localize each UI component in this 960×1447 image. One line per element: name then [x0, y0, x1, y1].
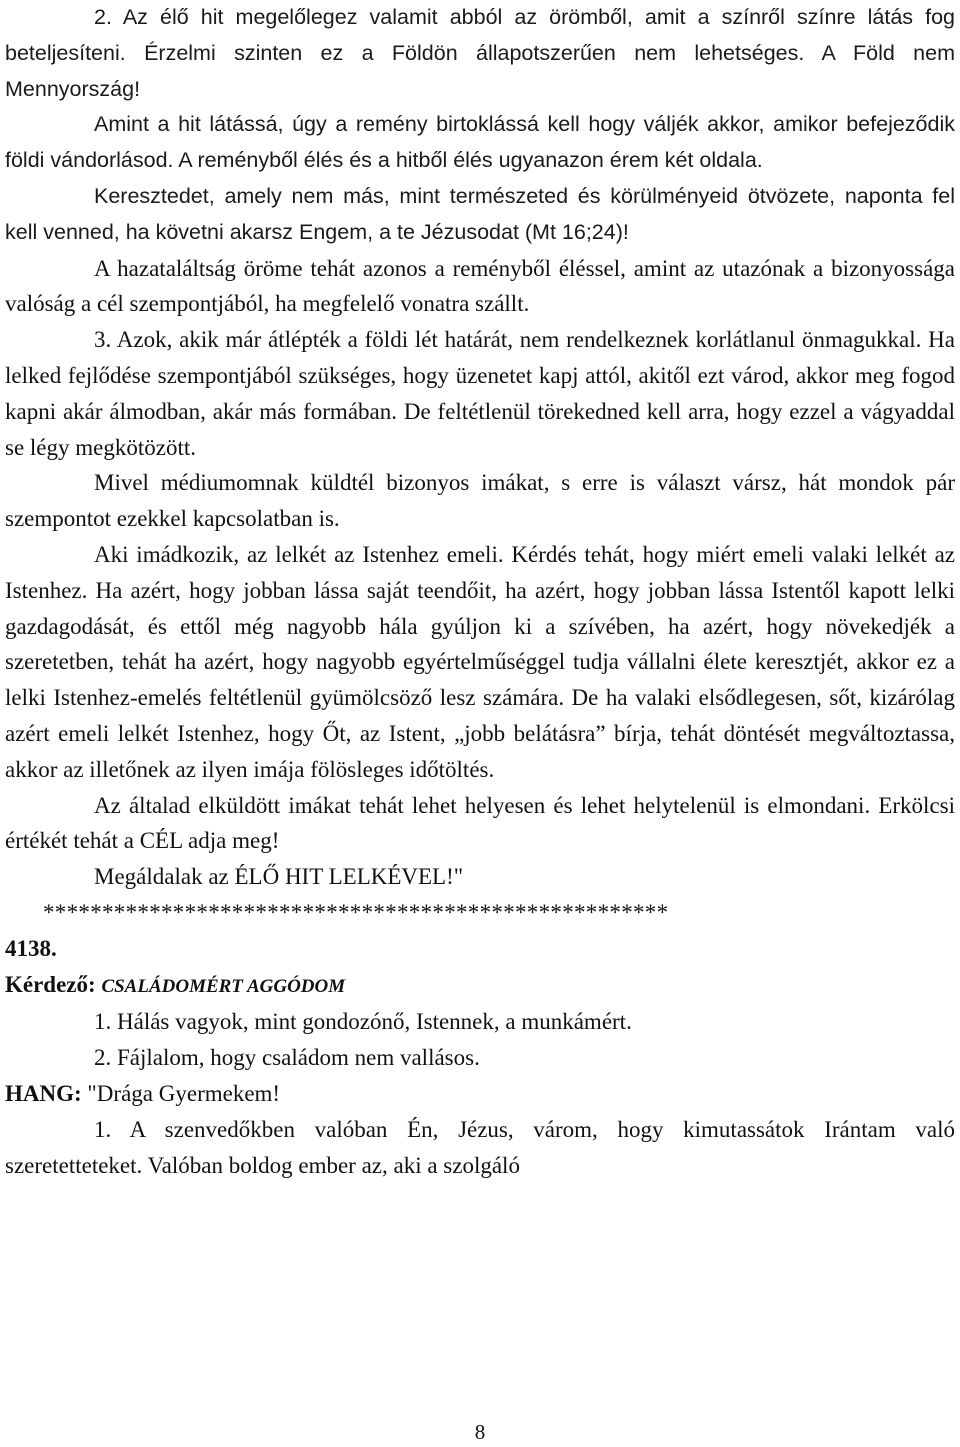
hang-greeting: "Drága Gyermekem! — [87, 1080, 281, 1106]
paragraph-6: Mivel médiumomnak küldtél bizonyos imákat, s erre is választ vársz, hát mondok pár szempontot ezekkel kapcsolatban is. — [5, 470, 955, 532]
paragraph-3: Keresztedet, amely nem más, mint természeted és körülményeid ötvözete, naponta fel kell venned, ha követni akarsz Engem, a te Jézusodat (Mt 16;24)! — [5, 183, 955, 244]
hang-label: HANG: — [5, 1080, 82, 1106]
questioner-name: CSALÁDOMÉRT AGGÓDOM — [101, 975, 346, 997]
page-number: 8 — [474, 1420, 486, 1444]
paragraph-4: A hazataláltság öröme tehát azonos a reményből éléssel, amint az utazónak a bizonyossága valóság a cél szempontjából, ha megfelelő vonatra szállt. — [5, 255, 955, 317]
hang-line — [5, 1076, 955, 1112]
paragraph-5: 3. Azok, akik már átlépték a földi lét határát, nem rendelkeznek korlátlanul önmagukkal. Ha lelked fejlődése szempontjából szükséges, hogy üzenetet kapj attól, akitől ezt várod, akkor meg fogod kapni akár álmodban, akár más formában. De feltétlenül törekedned kell arra, hogy ezzel a vágyaddal se légy megkötözött. — [5, 327, 955, 460]
question-2: 2. Fájlalom, hogy családom nem vallásos. — [94, 1045, 480, 1071]
paragraph-8: Az általad elküldött imákat tehát lehet helyesen és lehet helytelenül is elmondani. Erkölcsi értékét tehát a CÉL adja meg! — [5, 792, 955, 854]
section-separator: ***************************************************** — [43, 899, 669, 925]
entry-number: 4138. — [5, 935, 57, 961]
answer-1: 1. A szenvedőkben valóban Én, Jézus, várom, hogy kimutassátok Irántam való szeretetteteket. Valóban boldog ember az, aki a szolgáló — [5, 1116, 955, 1178]
question-1: 1. Hálás vagyok, mint gondozónő, Istennek, a munkámért. — [94, 1009, 632, 1035]
questioner-label: Kérdező: — [5, 971, 96, 997]
paragraph-2: Amint a hit látássá, úgy a remény birtoklássá kell hogy váljék akkor, amikor befejeződik földi vándorlásod. A reményből élés és a hitből élés ugyanazon érem két oldala. — [5, 112, 955, 173]
paragraph-7: Aki imádkozik, az lelkét az Istenhez emeli. Kérdés tehát, hogy miért emeli valaki lelkét az Istenhez. Ha azért, hogy jobban lássa saját teendőit, ha azért, hogy jobban lássa Istentől kapott lelki gazdagodását, és ettől még nagyobb hála gyúljon ki a szívében, ha azért, hogy növekedjék a szeretetben, tehát ha azért, hogy nagyobb egyértelműséggel tudja vállalni élete keresztjét, akkor ez a lelki Istenhez-emelés feltétlenül gyümölcsöző lesz számára. De ha valaki elsődlegesen, sőt, kizárólag azért emeli lelkét Istenhez, hogy Őt, az Istent, „jobb belátásra” bírja, tehát döntését megváltoztassa, akkor az illetőnek az ilyen imája fölösleges időtöltés. — [5, 541, 955, 782]
questioner-line — [5, 967, 955, 1005]
blessing-line: Megáldalak az ÉLŐ HIT LELKÉVEL!" — [94, 864, 464, 890]
document-body — [5, 0, 955, 1183]
paragraph-1: 2. Az élő hit megelőlegez valamit abból az örömből, amit a színről színre látás fog beteljesíteni. Érzelmi szinten ez a Földön állapotszerűen nem lehetséges. A Föld nem Mennyország! — [5, 5, 955, 101]
